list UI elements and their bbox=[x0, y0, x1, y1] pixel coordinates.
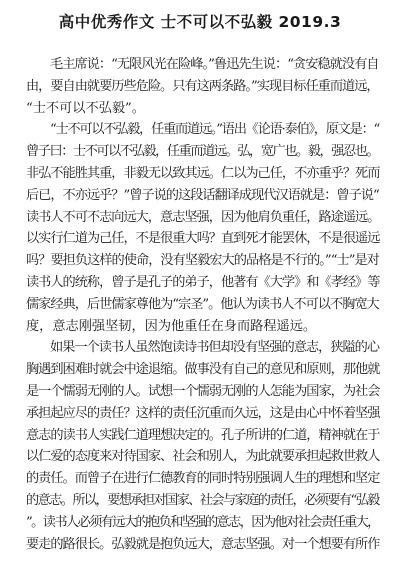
paragraph-line: 的责任。而曾子在进行仁德教育的同时特别强调人生的理想和坚定 bbox=[26, 471, 380, 487]
paragraph-line: 以仁爱的态度来对待国家、社会和别人，为此就要承担起救世救人 bbox=[26, 449, 380, 465]
paragraph-line: 承担起应尽的责任？这样的责任沉重而久远，这是由心中怀着坚强 bbox=[26, 405, 380, 421]
paragraph-line: 意志的读书人实践仁道理想决定的。孔子所讲的仁道，精神就在于 bbox=[26, 427, 380, 443]
paragraph-line: 儒家经典，后世儒家尊他为“宗圣”。他认为读书人不可以不胸宽大 bbox=[26, 296, 379, 312]
paragraph-line: 后已，不亦远乎？”曾子说的这段话翻译成现代汉语就是：曾子说“ bbox=[26, 187, 379, 203]
paragraph-line: ”。读书人必须有远大的抱负和坚强的意志，因为他对社会责任重大， bbox=[26, 514, 379, 530]
paragraph-line: “士不可以不弘毅，任重而道远。”语出《论语·泰伯》，原文是：“ bbox=[50, 122, 380, 138]
paragraph-line: 度，意志刚强坚韧，因为他重任在身而路程遥远。 bbox=[26, 318, 317, 334]
paragraph-line: 读书人不可不志向远大，意志坚强，因为他肩负重任，路途遥远。 bbox=[26, 209, 380, 225]
paragraph-line: 如果一个读书人虽然饱读诗书但却没有坚强的意志，狭隘的心 bbox=[50, 340, 380, 356]
paragraph-line: 的意志。所以，要想承担对国家、社会与家庭的责任，必须要有“弘毅 bbox=[26, 493, 379, 508]
paragraph-line: 非弘不能胜其重，非毅无以致其远。仁以为己任，不亦重乎？死而 bbox=[26, 166, 380, 181]
paragraph-line: “士不可以不弘毅”。 bbox=[26, 100, 145, 116]
paragraph-line: 吗？要担负这样的使命，没有坚毅宏大的品格是不行的。”“士”是对 bbox=[26, 253, 379, 269]
paragraph-line: 以实行仁道为己任，不是很重大吗？直到死才能罢休，不是很遥远 bbox=[26, 231, 380, 247]
paragraph-line: 是一个懦弱无刚的人。试想一个懦弱无刚的人怎能为国家，为社会 bbox=[26, 384, 380, 399]
paragraph-line: 毛主席说：“无限风光在险峰。”鲁迅先生说：“贪安稳就没有自 bbox=[50, 57, 379, 72]
document-title: 高中优秀作文 士不可以不弘毅 2019.3 bbox=[58, 13, 342, 31]
paragraph-line: 曾子曰：士不可以不弘毅，任重而道远。弘，宽广也。毅，强忍也。 bbox=[26, 144, 379, 160]
paragraph-line: 胸遇到困难时就会中途退缩。做事没有自己的意见和原则，那他就 bbox=[26, 362, 380, 378]
paragraph-line: 读书人的统称，曾子是孔子的弟子，他著有《大学》和《孝经》等 bbox=[26, 275, 380, 290]
paragraph-line: 由，要自由就要历些危险。只有这两条路。”实现目标任重而道远， bbox=[26, 78, 379, 94]
paragraph-line: 要走的路很长。弘毅就是抱负远大，意志坚强。对一个想要有所作 bbox=[26, 536, 380, 552]
